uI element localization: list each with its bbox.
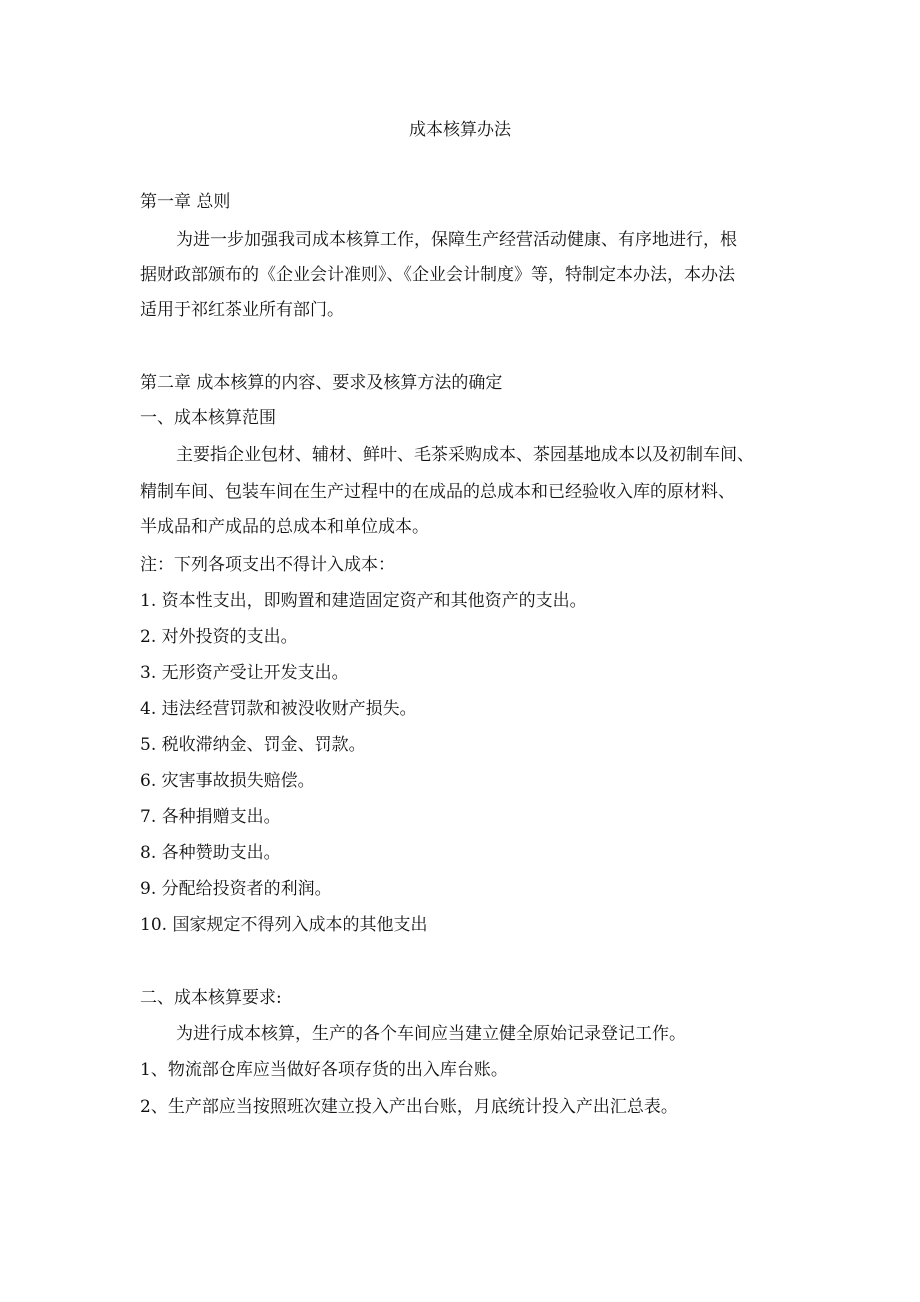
section1-paragraph-line-2: 精制车间、包装车间在生产过程中的在成品的总成本和已经验收入库的原材料、 <box>140 482 735 502</box>
chapter1-paragraph-line-1: 为进一步加强我司成本核算工作，保障生产经营活动健康、有序地进行，根 <box>176 230 737 250</box>
list-item: 2. 对外投资的支出。 <box>140 627 298 647</box>
chapter1-heading: 第一章 总则 <box>140 192 231 212</box>
list-item: 5. 税收滞纳金、罚金、罚款。 <box>140 735 366 755</box>
section1-heading: 一、成本核算范围 <box>140 408 276 428</box>
list-item: 1. 资本性支出，即购置和建造固定资产和其他资产的支出。 <box>140 591 587 611</box>
list-item: 8. 各种赞助支出。 <box>140 843 281 863</box>
list-item: 7. 各种捐赠支出。 <box>140 807 281 827</box>
section1-paragraph-line-3: 半成品和产成品的总成本和单位成本。 <box>140 517 429 537</box>
chapter1-paragraph-line-2: 据财政部颁布的《企业会计准则》、《企业会计制度》等，特制定本办法，本办法 <box>140 265 735 285</box>
list-item: 6. 灾害事故损失赔偿。 <box>140 771 315 791</box>
list-item: 1、物流部仓库应当做好各项存货的出入库台账。 <box>140 1060 508 1080</box>
section1-paragraph-line-1: 主要指企业包材、辅材、鲜叶、毛茶采购成本、茶园基地成本以及初制车间、 <box>176 445 754 465</box>
document-title: 成本核算办法 <box>409 120 511 140</box>
list-item: 4. 违法经营罚款和被没收财产损失。 <box>140 699 417 719</box>
section2-heading: 二、成本核算要求: <box>140 988 282 1008</box>
list-item: 10. 国家规定不得列入成本的其他支出 <box>140 915 428 935</box>
section2-paragraph: 为进行成本核算，生产的各个车间应当建立健全原始记录登记工作。 <box>176 1024 686 1044</box>
chapter1-paragraph-line-3: 适用于祁红茶业所有部门。 <box>140 300 344 320</box>
chapter2-heading: 第二章 成本核算的内容、要求及核算方法的确定 <box>140 373 503 393</box>
section1-note: 注：下列各项支出不得计入成本： <box>140 555 395 575</box>
list-item: 9. 分配给投资者的利润。 <box>140 879 332 899</box>
list-item: 2、生产部应当按照班次建立投入产出台账，月底统计投入产出汇总表。 <box>140 1097 678 1117</box>
list-item: 3. 无形资产受让开发支出。 <box>140 663 349 683</box>
